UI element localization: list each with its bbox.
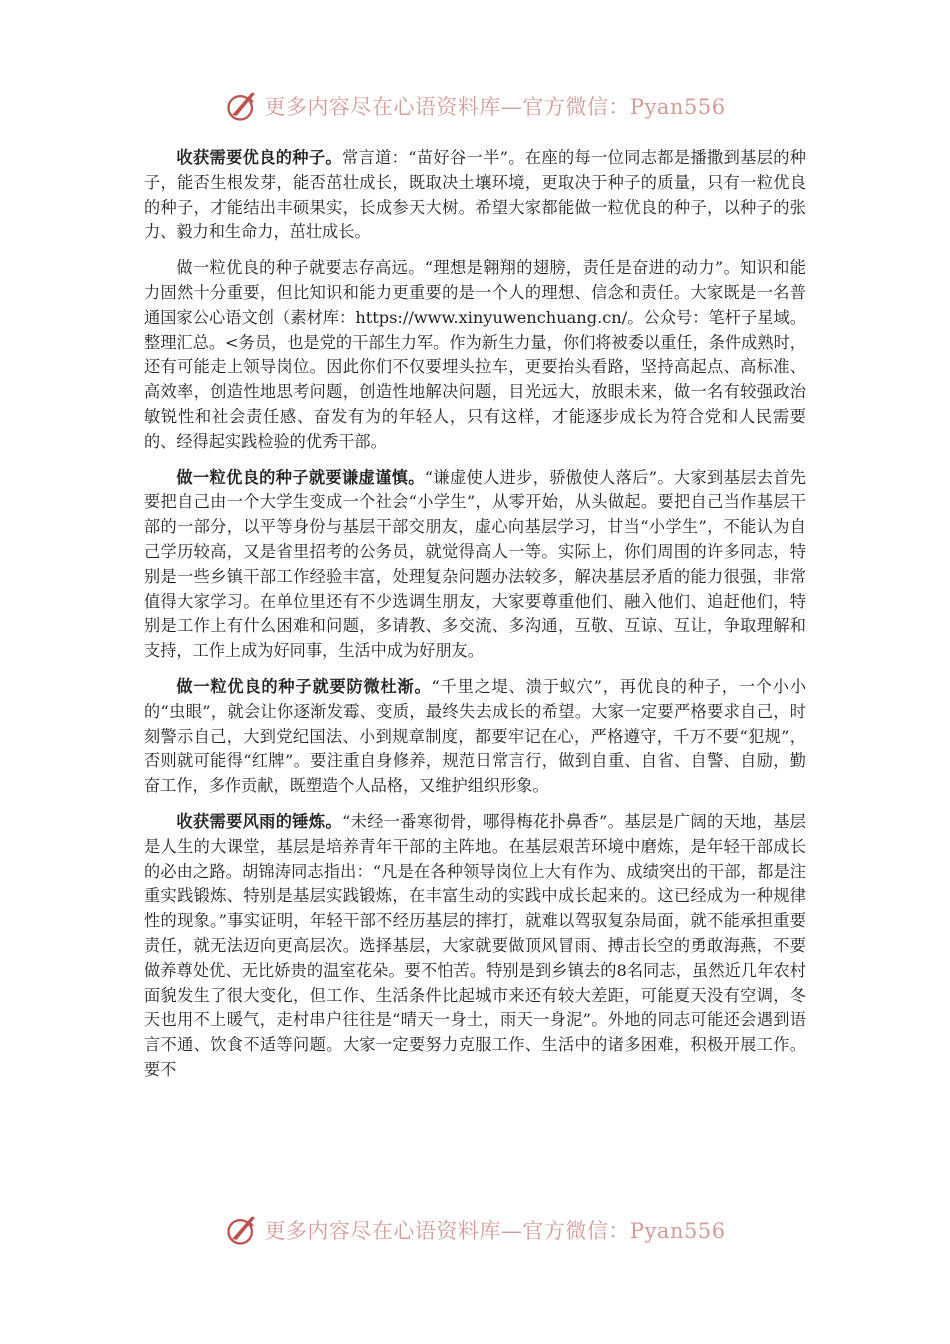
footer-banner <box>0 1208 950 1252</box>
header-banner-text: 更多内容尽在心语资料库—官方微信：Pyan556 <box>264 95 726 119</box>
paragraph <box>144 146 806 245</box>
article-body <box>144 146 806 1094</box>
paragraph-heading: 收获需要优良的种子。 <box>176 148 342 167</box>
quill-seal-icon <box>224 88 260 124</box>
quill-seal-icon <box>224 1212 260 1248</box>
paragraph <box>144 256 806 454</box>
paragraph <box>144 466 806 664</box>
paragraph <box>144 810 806 1083</box>
paragraph <box>144 675 806 799</box>
paragraph-text: 常言道：“苗好谷一半”。在座的每一位同志都是播撒到基层的种子，能否生根发芽，能否茁壮成长，既取决土壤环境，更取决于种子的质量，只有一粒优良的种子，才能结出丰硕果实，长成参天大树。希望大家都能做一粒优良的种子，以种子的张力、毅力和生命力，茁壮成长。 <box>144 148 806 242</box>
footer-banner-text: 更多内容尽在心语资料库—官方微信：Pyan556 <box>264 1219 726 1243</box>
paragraph-heading: 做一粒优良的种子就要防微杜渐。 <box>176 676 432 696</box>
header-banner <box>0 84 950 128</box>
paragraph-text: “未经一番寒彻骨，哪得梅花扑鼻香”。基层是广阔的天地，基层是人生的大课堂，基层是培养青年干部的主阵地。在基层艰苦环境中磨炼，是年轻干部成长的必由之路。胡锦涛同志指出：“凡是在各种领导岗位上大有作为、成绩突出的干部，都是注重实践锻炼、特别是基层实践锻炼，在丰富生动的实践中成长起来的。这已经成为一种规律性的现象。”事实证明，年轻干部不经历基层的摔打，就难以驾驭复杂局面，就不能承担重要责任，就无法迈向更高层次。选择基层，大家就要做顶风冒雨、搏击长空的勇敢海燕，不要做养尊处优、无比娇贵的温室花朵。要不怕苦。特别是到乡镇去的8名同志，虽然近几年农村面貌发生了很大变化，但工作、生活条件比起城市来还有较大差距，可能夏天没有空调，冬天也用不上暖气，走村串户往往是“晴天一身土，雨天一身泥”。外地的同志可能还会遇到语言不通、饮食不适等问题。大家一定要努力克服工作、生活中的诸多困难，积极开展工作。要不 <box>144 811 806 1079</box>
paragraph-text: “谦虚使人进步，骄傲使人落后”。大家到基层去首先要把自己由一个大学生变成一个社会“小学生”，从零开始，从头做起。要把自己当作基层干部的一部分，以平等身份与基层干部交朋友，虚心向基层学习，甘当“小学生”，不能认为自己学历较高，又是省里招考的公务员，就觉得高人一等。实际上，你们周围的许多同志，特别是一些乡镇干部工作经验丰富，处理复杂问题办法较多，解决基层矛盾的能力很强，非常值得大家学习。在单位里还有不少选调生朋友，大家要尊重他们、融入他们、追赶他们，特别是工作上有什么困难和问题，多请教、多交流、多沟通，互敬、互谅、互让，争取理解和支持，工作上成为好同事，生活中成为好朋友。 <box>144 467 806 661</box>
paragraph-heading: 做一粒优良的种子就要谦虚谨慎。 <box>176 467 425 487</box>
paragraph-text: “千里之堤、溃于蚁穴”，再优良的种子，一个小小的“虫眼”，就会让你逐渐发霉、变质，最终失去成长的希望。大家一定要严格要求自己，时刻警示自己，大到党纪国法、小到规章制度，都要牢记在心，严格遵守，千万不要“犯规”，否则就可能得“红牌”。要注重自身修养，规范日常言行，做到自重、自省、自警、自励，勤奋工作，多作贡献，既塑造个人品格，又维护组织形象。 <box>144 676 807 796</box>
paragraph-text: 做一粒优良的种子就要志存高远。“理想是翱翔的翅膀，责任是奋进的动力”。知识和能力固然十分重要，但比知识和能力更重要的是一个人的理想、信念和责任。大家既是一名普通国家公心语文创（素材库：https://www.xinyuwenchuang.cn/。公众号：笔杆子星域。整理汇总。<务员，也是党的干部生力军。作为新生力量，你们将被委以重任，条件成熟时，还有可能走上领导岗位。因此你们不仅要埋头拉车，更要抬头看路，坚持高起点、高标准、高效率，创造性地思考问题，创造性地解决问题，目光远大，放眼未来，做一名有较强政治敏锐性和社会责任感、奋发有为的年轻人，只有这样，才能逐步成长为符合党和人民需要的、经得起实践检验的优秀干部。 <box>144 258 806 451</box>
paragraph-heading: 收获需要风雨的锤炼。 <box>176 811 342 831</box>
